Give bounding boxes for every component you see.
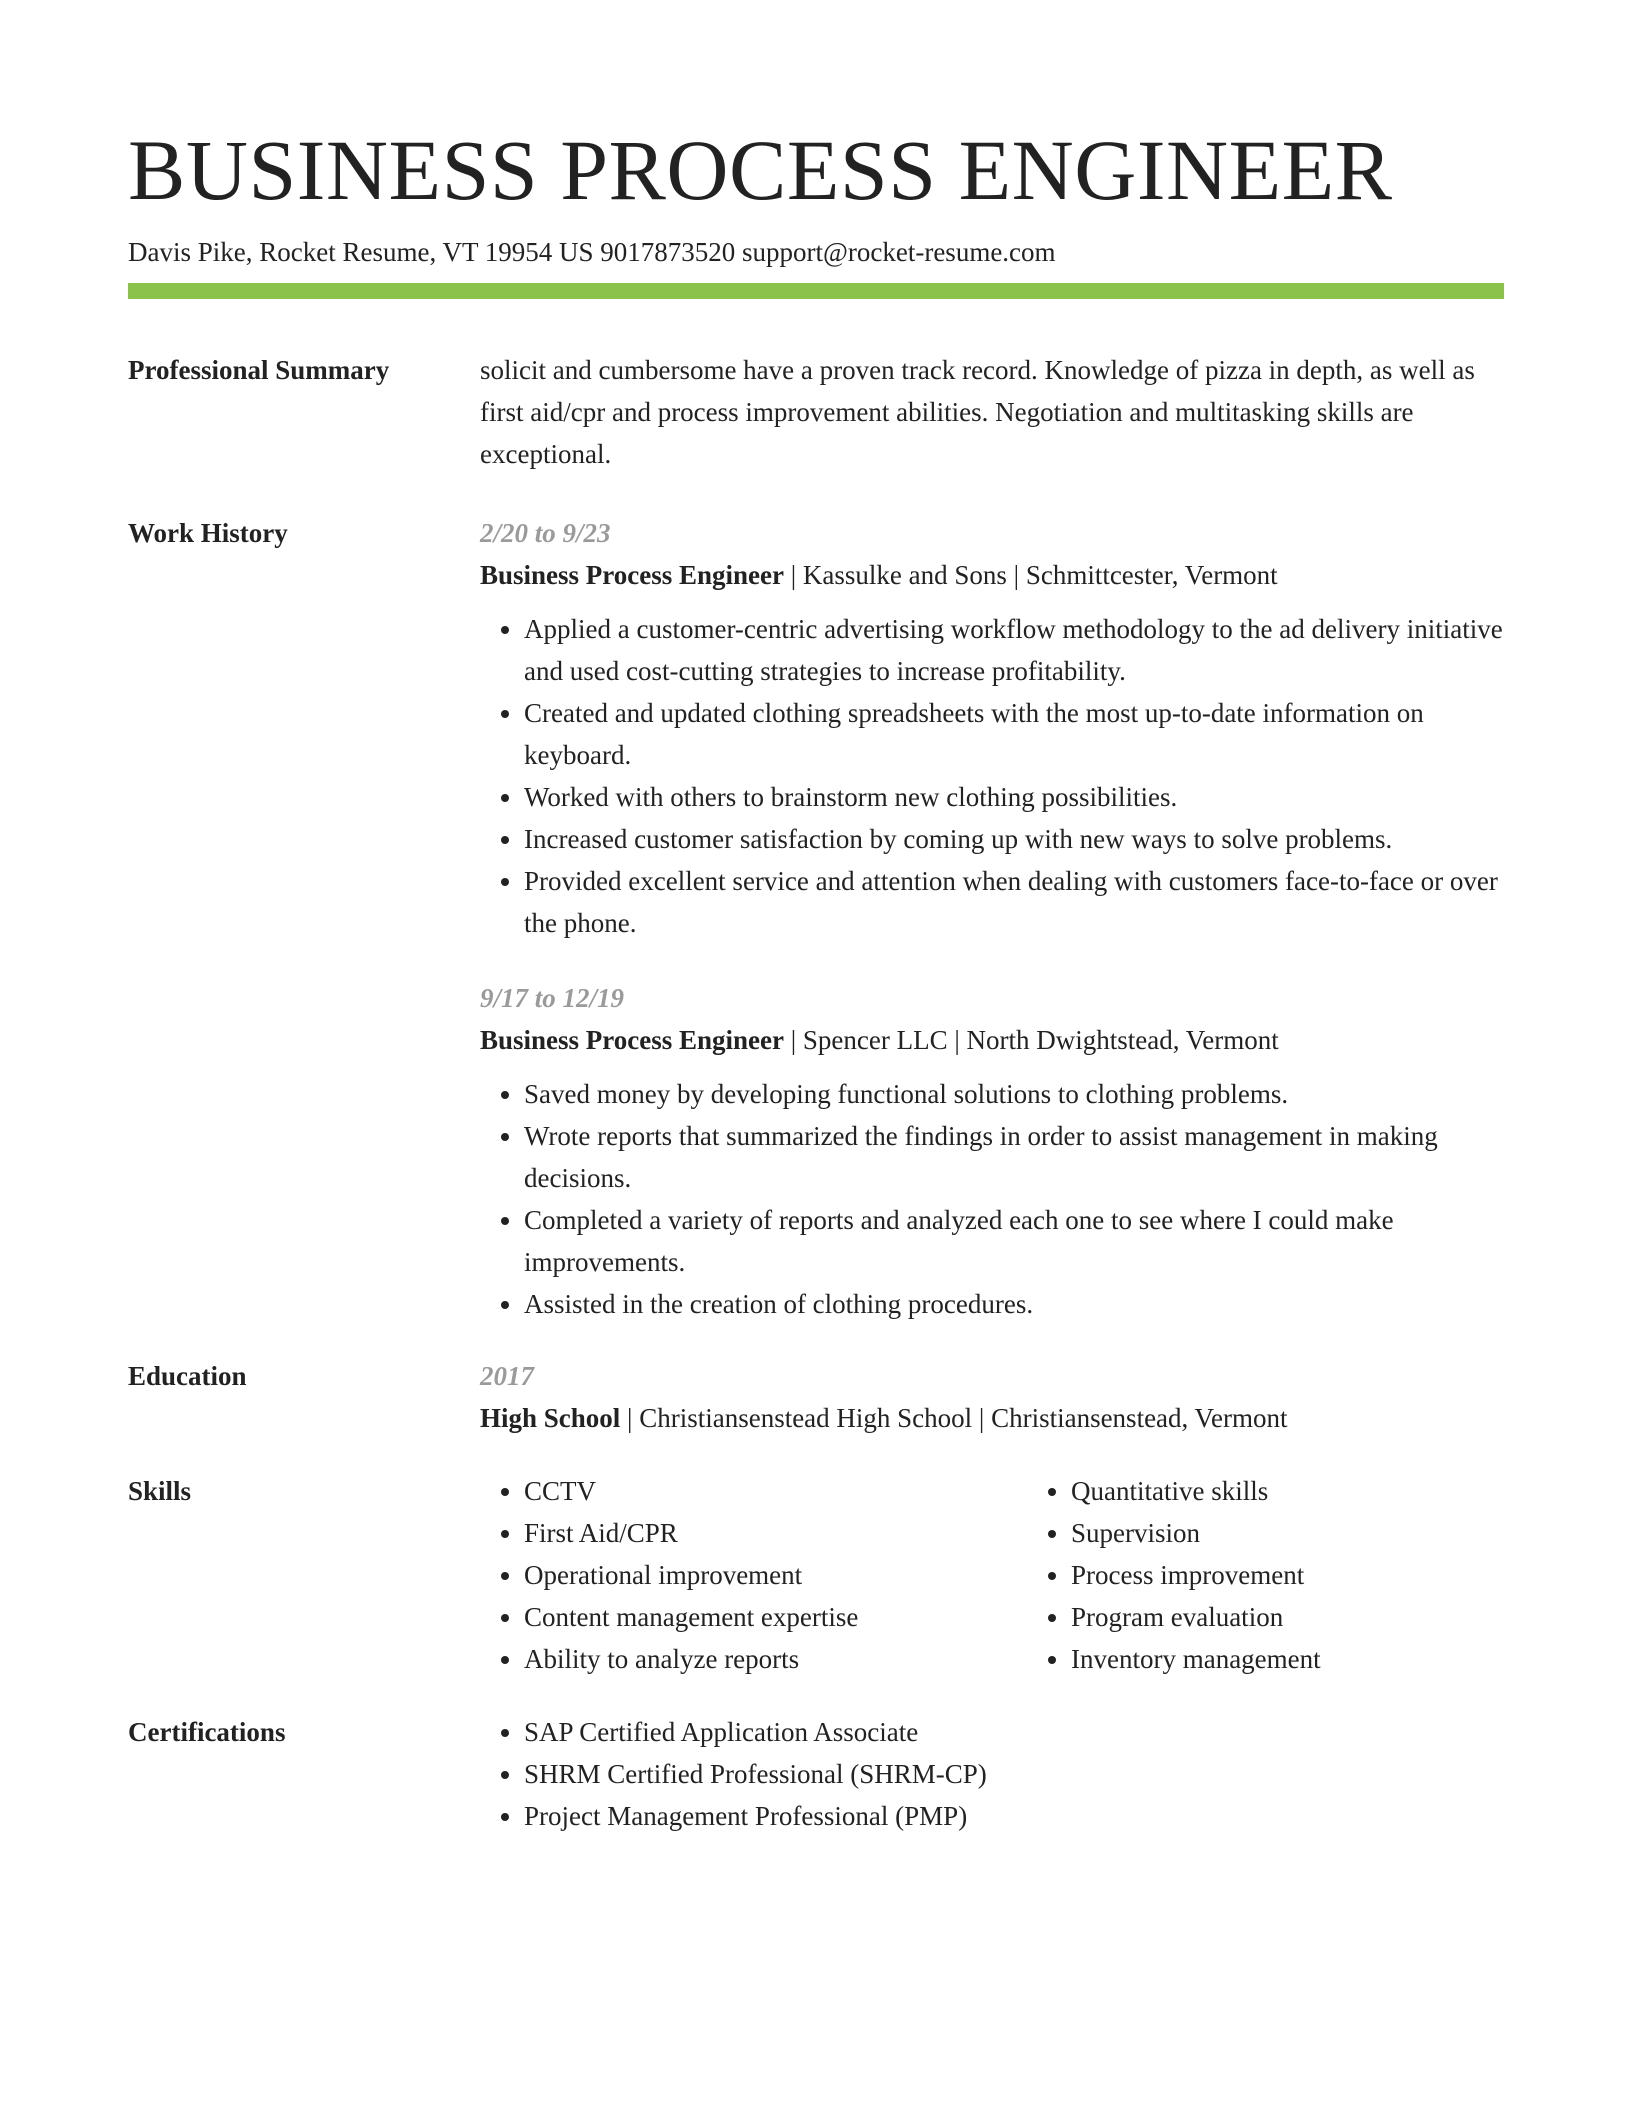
list-item: • Applied a customer-centric advertising workflow methodology to the ad delivery initiative and used cost-cutting strategies to increase profitability. — [524, 608, 1504, 692]
list-item: • First Aid/CPR — [524, 1512, 1027, 1554]
list-item: • Content management expertise — [524, 1596, 1027, 1638]
job-employer-location: | Spencer LLC | North Dwightstead, Vermont — [784, 1025, 1279, 1055]
work-history-content — [480, 512, 1504, 1325]
list-item: • SHRM Certified Professional (SHRM-CP) — [524, 1753, 1504, 1795]
job-employer-location: | Kassulke and Sons | Schmittcester, Vermont — [784, 560, 1278, 590]
list-item: • Project Management Professional (PMP) — [524, 1795, 1504, 1837]
contact-email: support@rocket-resume.com — [742, 237, 1056, 267]
certifications-section — [128, 1711, 1504, 1837]
certifications-heading: Certifications — [128, 1717, 286, 1747]
job-entry — [480, 977, 1504, 1325]
list-item: • Wrote reports that summarized the findings in order to assist management in making decisions. — [524, 1115, 1504, 1199]
job-dates: 2/20 to 9/23 — [480, 518, 611, 548]
education-school-location: | Christiansenstead High School | Christiansenstead, Vermont — [620, 1403, 1288, 1433]
skills-column-2 — [1027, 1470, 1574, 1680]
education-line — [480, 1397, 1504, 1439]
skills-section — [128, 1470, 1504, 1680]
list-item: • Inventory management — [1071, 1638, 1574, 1680]
list-item: • Completed a variety of reports and analyzed each one to see where I could make improvements. — [524, 1199, 1504, 1283]
job-title: Business Process Engineer — [480, 1025, 785, 1055]
education-content — [480, 1355, 1504, 1439]
list-item: • Saved money by developing functional solutions to clothing problems. — [524, 1073, 1504, 1115]
work-history-heading: Work History — [128, 518, 288, 548]
job-dates: 9/17 to 12/19 — [480, 983, 625, 1013]
resume-page — [128, 118, 1504, 1837]
list-item: • Created and updated clothing spreadsheets with the most up-to-date information on keyboard. — [524, 692, 1504, 776]
list-item: • Supervision — [1071, 1512, 1574, 1554]
list-item: • Process improvement — [1071, 1554, 1574, 1596]
education-year: 2017 — [480, 1361, 534, 1391]
job-title-line — [480, 1019, 1504, 1061]
accent-divider — [128, 283, 1504, 299]
summary-text: solicit and cumbersome have a proven track record. Knowledge of pizza in depth, as well as first aid/cpr and process improvement abilities. Negotiation and multitasking skills are exceptional. — [480, 355, 1475, 469]
list-item: • SAP Certified Application Associate — [524, 1711, 1504, 1753]
skills-heading: Skills — [128, 1476, 192, 1506]
job-entry — [480, 512, 1504, 944]
contact-location: VT 19954 US — [442, 237, 594, 267]
skills-column-1 — [480, 1470, 1027, 1680]
contact-phone: 9017873520 — [600, 237, 736, 267]
contact-line — [128, 234, 1504, 270]
skills-content — [480, 1470, 1574, 1680]
job-title-line — [480, 554, 1504, 596]
summary-heading: Professional Summary — [128, 355, 390, 385]
job-bullets — [480, 608, 1504, 944]
contact-person: Davis Pike, — [128, 237, 253, 267]
job-bullets — [480, 1073, 1504, 1325]
job-title: Business Process Engineer — [480, 560, 785, 590]
certifications-content — [480, 1711, 1504, 1837]
list-item: • Quantitative skills — [1071, 1470, 1574, 1512]
summary-section — [128, 349, 1504, 475]
list-item: • CCTV — [524, 1470, 1027, 1512]
list-item: • Provided excellent service and attention when dealing with customers face-to-face or over the phone. — [524, 860, 1504, 944]
list-item: • Worked with others to brainstorm new clothing possibilities. — [524, 776, 1504, 818]
education-heading: Education — [128, 1361, 247, 1391]
certifications-list — [480, 1711, 1504, 1837]
resume-title: BUSINESS PROCESS ENGINEER — [128, 122, 1393, 218]
list-item: • Program evaluation — [1071, 1596, 1574, 1638]
education-section — [128, 1355, 1504, 1439]
list-item: • Operational improvement — [524, 1554, 1027, 1596]
list-item: • Ability to analyze reports — [524, 1638, 1027, 1680]
work-history-section — [128, 512, 1504, 1325]
education-degree: High School — [480, 1403, 621, 1433]
list-item: • Increased customer satisfaction by coming up with new ways to solve problems. — [524, 818, 1504, 860]
list-item: • Assisted in the creation of clothing procedures. — [524, 1283, 1504, 1325]
contact-company: Rocket Resume, — [259, 237, 437, 267]
